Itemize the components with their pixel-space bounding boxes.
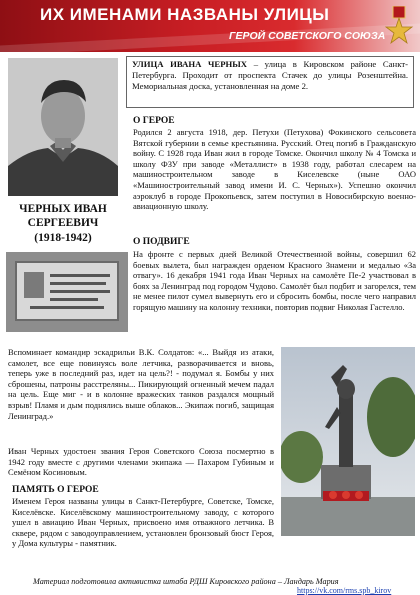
hero-name: ЧЕРНЫХ ИВАН СЕРГЕЕВИЧ: [19, 203, 107, 229]
about-text: Родился 2 августа 1918, дер. Петухи (Петухова) Фокинского сельсовета Вятской губернии в семье крестьянина. Русский. Отец погиб в Гражданскую войну. С 1928 года Иван жил в городе Томске. Окончил школу № 4 Томска и школу ФЗУ при заводе «Металлист» в 1938 году, работал слесарем на машиностроительном заводе в Киселевске (ныне ОАО «Машиностроительный завод имени И. С. Черных»). Успешно окончил аэроклуб в городе Прокопьевск, затем поступил в Новосибирскую военно-авиационную школу.: [133, 127, 416, 212]
hero-title-award-text: Иван Черных удостоен звания Героя Советского Союза посмертно в 1942 году вместе с другими членами экипажа — Пахаром Губиным и Семёном Косиновым.: [8, 446, 274, 478]
memorial-plaque-photo: [6, 252, 128, 332]
memory-heading: ПАМЯТЬ О ГЕРОЕ: [12, 485, 99, 495]
memorial-monument-photo: [281, 347, 415, 536]
hero-years: (1918-1942): [34, 232, 92, 244]
memory-text: Именем Героя названы улицы в Санкт-Петербурге, Советске, Томске, Киселёвске. Киселёвскому машиностроительному заводу, с которого ушел в авиацию Иван Черных, присвоено имя отважного летчика. В сквере, рядом с заводоуправлением, установлен бронзовый бюст Героя, у Дома культуры - памятник.: [12, 496, 274, 549]
street-name: УЛИЦА ИВАНА ЧЕРНЫХ: [132, 59, 248, 69]
page-subtitle: ГЕРОЙ СОВЕТСКОГО СОЮЗА: [229, 30, 386, 42]
street-description: – улица в Кировском районе Санкт-Петербурга. Проходит от проспекта Стачек до улицы Розенштейна. Мемориальная доска, установленная на доме 2.: [132, 59, 409, 91]
feat-heading: О ПОДВИГЕ: [133, 237, 190, 247]
about-heading: О ГЕРОЕ: [133, 116, 175, 126]
feat-text: На фронте с первых дней Великой Отечественной войны, совершил 62 боевых вылета, был награжден орденом Красного Знамени и медалью «За отвагу». 16 декабря 1941 года Иван Черных на самолёте Пе-2 участвовал в боях за Ленинград под городом Чудово. Самолёт был подбит и загорелся, тем не менее пилот сумел вывернуть его и сбросить бомбы, после чего направил горящую машину на колонну техники, повторив подвиг Николая Гастелло.: [133, 249, 416, 312]
credit-text: Материал подготовила активистка штаба РДШ Кировского района – Ландарь Мария: [33, 577, 339, 586]
page-title: ИХ ИМЕНАМИ НАЗВАНЫ УЛИЦЫ: [40, 5, 330, 24]
street-intro-box: [126, 56, 414, 108]
gold-star-medal-icon: [384, 6, 414, 48]
hero-portrait-photo: [8, 58, 118, 196]
soldatov-quote: Вспоминает командир эскадрильи В.К. Солдатов: «... Выйдя из атаки, самолет, все еще повинуясь воле летчика, разворачивается и вновь, теперь уже в последний раз, идет на цель?! - подумал я. Бомбы у них сброшены, патроны расстреляны... Пикирующий огненный мечем падал на цель. Еще миг - и в колонне вражеских танков раздался мощный взрыв! Пламя и дым поднялись выше облаков... Экипаж погиб, защищая Ленинград.»: [8, 347, 274, 421]
vk-link[interactable]: https://vk.com/rms.spb_kirov: [297, 586, 392, 595]
